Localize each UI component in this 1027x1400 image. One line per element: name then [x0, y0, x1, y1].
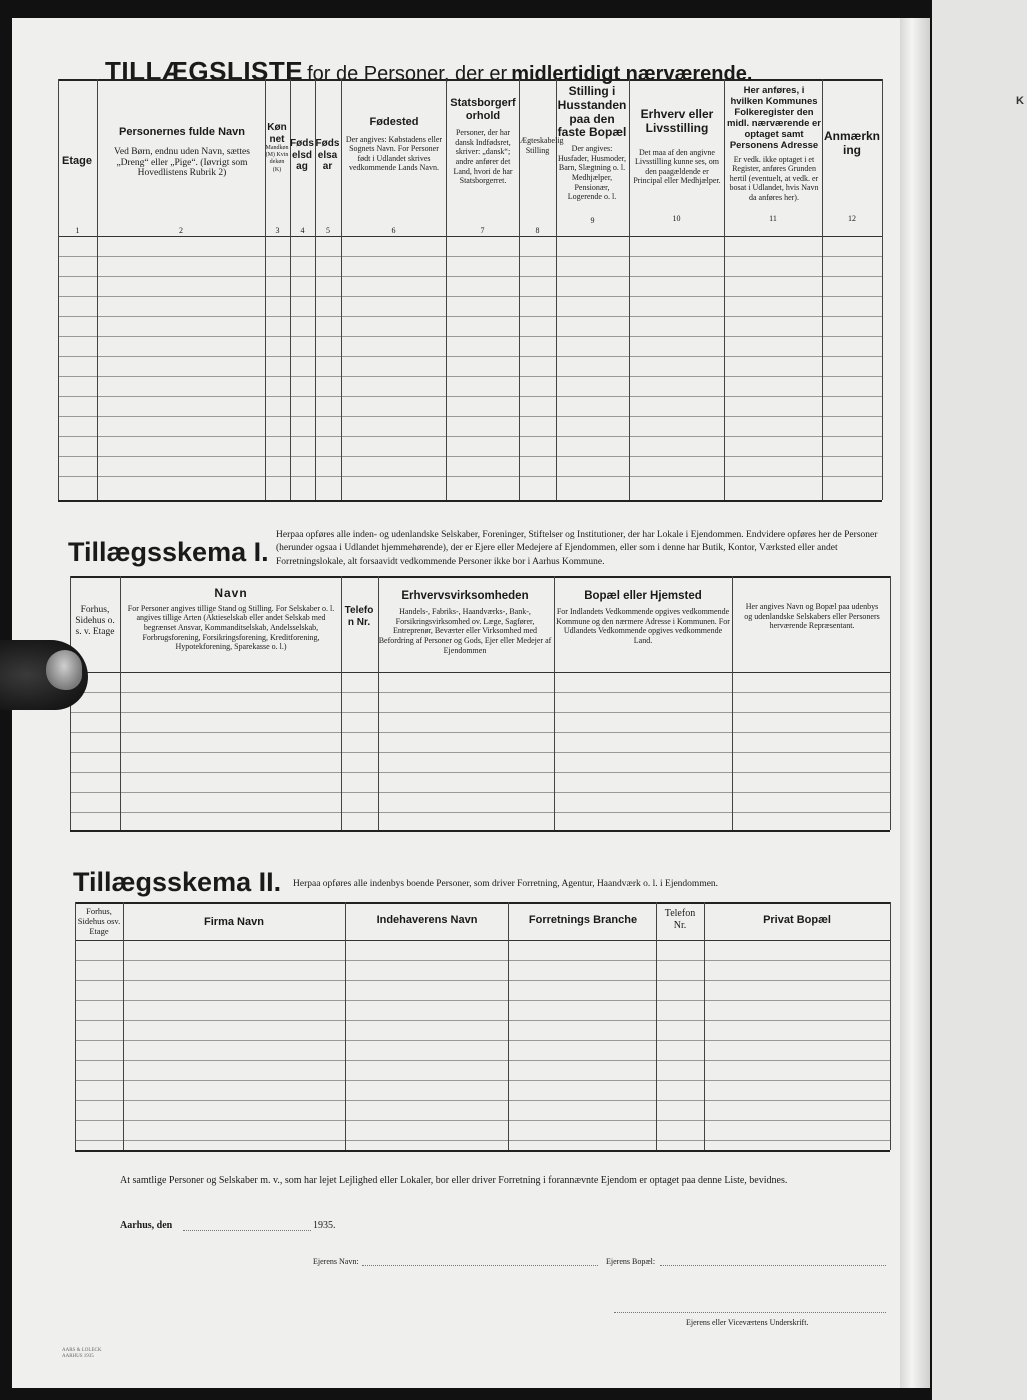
main-table-bottom	[58, 500, 882, 502]
s2-row-line	[75, 1080, 890, 1081]
signature-line[interactable]	[614, 1312, 886, 1313]
main-col-divider	[724, 79, 725, 500]
col-remark-head: Anmærkning	[824, 129, 881, 157]
schema2-table-bottom	[75, 1150, 890, 1152]
s2-row-line	[75, 1140, 890, 1141]
s1-col-floor-head: Forhus, Sidehus o. s. v. Etage	[75, 605, 115, 637]
schema2-title: Tillægsskema II.	[73, 867, 282, 897]
column-number: 7	[480, 226, 485, 235]
s2-row-line	[75, 960, 890, 961]
col-registry-head: Her anføres, i hvilken Kommunes Folkeregister den midl. nærværende er optaget samt Personens Adresse	[727, 85, 821, 151]
s1-col-residence-header	[556, 590, 730, 646]
col-household-note: Der angives: Husfader, Husmoder, Barn, Slægtning o. l. Medhjælper, Pensionær, Logerende o. l.	[557, 144, 626, 202]
main-col-divider	[446, 79, 447, 500]
col-birthplace-note: Der angives: Købstadens eller Sognets Navn. For Personer født i Udlandet skrives vedkommende Lands Navn.	[345, 134, 443, 173]
s1-col-phone-head: Telefon Nr.	[344, 605, 374, 628]
s1-col-name-header	[122, 587, 340, 652]
s1-col-divider	[120, 576, 121, 830]
col-birthplace-head: Fødested	[369, 116, 419, 128]
s1-col-business-note: Handels-, Fabriks-, Haandværks-, Bank-, Forsikringsvirksomhed ov. Læge, Sagfører, Entreprenør, Beværter eller Virksomhed med Befordring af Personer og Gods, Ejer eller Medejer af Ejendommen	[378, 607, 552, 655]
main-subtitle-bold: midlertidigt nærværende.	[511, 63, 753, 85]
s2-col-divider	[656, 902, 657, 1150]
column-number: 3	[275, 226, 280, 235]
place-date-label: Aarhus, den	[120, 1220, 173, 1231]
col-occupation-note: Det maa af den angivne Livsstilling kunne ses, om den paagældende er Principal eller Medhjælper.	[633, 147, 721, 186]
main-row-line	[58, 476, 882, 477]
s1-col-business-header	[378, 590, 552, 655]
schema2-header-bottom	[75, 940, 890, 941]
owner-name-line[interactable]	[362, 1265, 598, 1266]
s2-row-line	[75, 1000, 890, 1001]
s1-col-name-note: For Personer angives tillige Stand og Stilling. For Selskaber o. l. angives tillige Arten (Aktieselskab eller andet Selskab med begrænset Ansvar, Kommanditselskab, Andelsselskab, Forbrugsforening, Forsikringsforening, Kreditforening, Hypotekforening, Sparekasse o. l.)	[127, 603, 335, 652]
main-col-divider	[97, 79, 98, 500]
schema1-header-bottom	[70, 672, 890, 673]
column-number: 11	[769, 214, 777, 223]
main-row-line	[58, 396, 882, 397]
col-registry-header	[726, 86, 822, 203]
thumbnail	[46, 650, 82, 690]
s1-col-residence-note: For Indlandets Vedkommende opgives vedkommende Kommune og den nærmere Adresse i Kommunen. For Udlandets Vedkommende opgives vedkommende Land.	[556, 607, 730, 645]
col-name-head: Personernes fulde Navn	[119, 126, 245, 138]
column-number: 6	[391, 226, 396, 235]
s1-col-divider	[341, 576, 342, 830]
date-line[interactable]	[183, 1230, 311, 1231]
s2-col-address-head: Privat Bopæl	[763, 914, 831, 926]
main-col-divider	[629, 79, 630, 500]
col-name-header	[102, 126, 262, 179]
main-title-block	[105, 56, 752, 87]
s2-row-line	[75, 1060, 890, 1061]
s1-col-residence-head: Bopæl eller Hjemsted	[584, 590, 702, 602]
s1-col-name-head: Navn	[214, 586, 248, 600]
main-row-line	[58, 276, 882, 277]
main-row-line	[58, 256, 882, 257]
main-col-divider	[58, 79, 59, 500]
main-col-divider	[341, 79, 342, 500]
s1-col-divider	[554, 576, 555, 830]
s1-col-divider	[732, 576, 733, 830]
main-row-line	[58, 456, 882, 457]
s2-col-divider	[508, 902, 509, 1150]
s1-row-line	[70, 752, 890, 753]
schema2-intro: Herpaa opføres alle indenbys boende Personer, som driver Forretning, Agentur, Haandværk o. l. i Ejendommen.	[293, 879, 719, 889]
s2-col-phone-head: Telefon Nr.	[664, 908, 696, 931]
s2-col-divider	[345, 902, 346, 1150]
column-number: 2	[179, 226, 183, 235]
column-number: 5	[326, 226, 330, 235]
main-title: TILLÆGSLISTE	[105, 56, 304, 86]
main-header-bottom	[58, 236, 882, 237]
owner-address-line[interactable]	[660, 1265, 886, 1266]
schema1-title: Tillægsskema I.	[68, 537, 269, 567]
main-row-line	[58, 356, 882, 357]
col-sex-note: Mandkøn (M) Kvindekøn (K)	[265, 145, 289, 173]
col-sex-header	[265, 122, 289, 174]
s2-row-line	[75, 1100, 890, 1101]
s1-col-business-head: Erhvervsvirksomheden	[401, 590, 529, 602]
main-row-line	[58, 336, 882, 337]
col-household-header	[557, 85, 627, 202]
s2-col-owner-head: Indehaverens Navn	[376, 914, 478, 926]
s2-col-divider	[75, 902, 76, 1150]
facing-page	[932, 0, 1027, 1400]
s2-row-line	[75, 980, 890, 981]
column-number: 4	[300, 226, 305, 235]
signature-label: Ejerens eller Viceværtens Underskrift.	[686, 1318, 809, 1327]
schema1-table-top	[70, 576, 890, 578]
schema2-table-top	[75, 902, 890, 904]
s2-col-floor-head: Forhus, Sidehus osv. Etage	[77, 906, 121, 937]
col-birthplace-header	[345, 116, 443, 173]
col-marital-head: Ægteskabelig Stilling	[520, 136, 564, 155]
year: 1935.	[313, 1220, 336, 1231]
s2-col-divider	[890, 902, 891, 1150]
s1-row-line	[70, 792, 890, 793]
s1-col-divider	[890, 576, 891, 830]
s1-row-line	[70, 772, 890, 773]
schema1-table-bottom	[70, 830, 890, 832]
s2-col-divider	[704, 902, 705, 1150]
s1-row-line	[70, 692, 890, 693]
col-occupation-head: Erhverv eller Livsstilling	[640, 107, 714, 135]
owner-name-label: Ejerens Navn:	[313, 1257, 359, 1266]
schema1-intro: Herpaa opføres alle inden- og udenlandske Selskaber, Foreninger, Stiftelser og Institutioner, der har Lokale i Ejendommen. Endvidere opføres her de Personer (herunder ogsaa i Udlandet hjemmehørende), der er Ejere eller Medejere af Ejendommen, eller som i denne har Butik, Kontor, Værksted eller andet Forretningslokale, alt forsaavidt vedkommende Personer ikke bor i Aarhus Kommune.	[276, 530, 878, 567]
s2-row-line	[75, 1120, 890, 1121]
main-row-line	[58, 416, 882, 417]
declaration-text: At samtlige Personer og Selskaber m. v., som har lejet Lejlighed eller Lokaler, bor eller driver Forretning i forannævnte Ejendom er optaget paa denne Liste, bevidnes.	[120, 1175, 788, 1186]
owner-address-label: Ejerens Bopæl:	[606, 1257, 656, 1266]
col-name-note: Ved Børn, endnu uden Navn, sættes „Dreng“ eller „Pige“. (Iøvrigt som Hovedlistens Rubrik 2)	[114, 146, 250, 179]
main-row-line	[58, 316, 882, 317]
col-registry-note: Er vedk. ikke optaget i et Register, anføres Grunden hertil (eventuelt, at vedk. er bosat i Udlandet, hvis Navn da anføres her).	[729, 154, 819, 202]
column-number: 9	[590, 216, 595, 225]
s2-col-divider	[123, 902, 124, 1150]
main-row-line	[58, 436, 882, 437]
facing-page-letter: K	[1016, 95, 1024, 107]
s2-row-line	[75, 1040, 890, 1041]
page-gutter	[900, 18, 930, 1388]
printer-mark: AARS & LOLECK AARHUS 1935	[62, 1348, 102, 1359]
main-subtitle-pre: for de Personer, der er	[307, 63, 508, 85]
col-citizenship-note: Personer, der har dansk Indfødsret, skriver: „dansk“; andre anfører det Land, hvori de har Statsborgerret.	[453, 128, 513, 186]
column-number: 1	[75, 226, 80, 235]
column-number: 10	[672, 214, 681, 223]
main-table-top	[58, 79, 882, 81]
s1-row-line	[70, 812, 890, 813]
s1-row-line	[70, 712, 890, 713]
col-sex-head: Kønnet	[267, 122, 287, 145]
col-birthday-head: Fødselsdag	[290, 138, 314, 172]
s2-row-line	[75, 1020, 890, 1021]
col-birthyear-head: Fødselsaar	[315, 138, 340, 172]
s1-row-line	[70, 732, 890, 733]
s2-col-branch-head: Forretnings Branche	[528, 914, 638, 926]
s2-col-firm-head: Firma Navn	[204, 916, 264, 928]
main-row-line	[58, 296, 882, 297]
main-row-line	[58, 376, 882, 377]
column-number: 12	[848, 214, 856, 223]
declaration	[120, 1175, 890, 1186]
col-occupation-header	[631, 108, 723, 186]
col-citizenship-header	[448, 97, 518, 186]
s1-col-representative-note: Her angives Navn og Bopæl paa udenbys og udenlandske Selskabers eller Personers herværende Repræsentant.	[744, 602, 880, 631]
main-col-divider	[882, 79, 883, 500]
col-etage-head: Etage	[62, 155, 92, 167]
col-citizenship-head: Statsborgerforhold	[450, 97, 516, 122]
col-household-head: Stilling i Husstanden paa den faste Bopæl	[557, 84, 627, 140]
column-number: 8	[535, 226, 540, 235]
main-col-divider	[822, 79, 823, 500]
